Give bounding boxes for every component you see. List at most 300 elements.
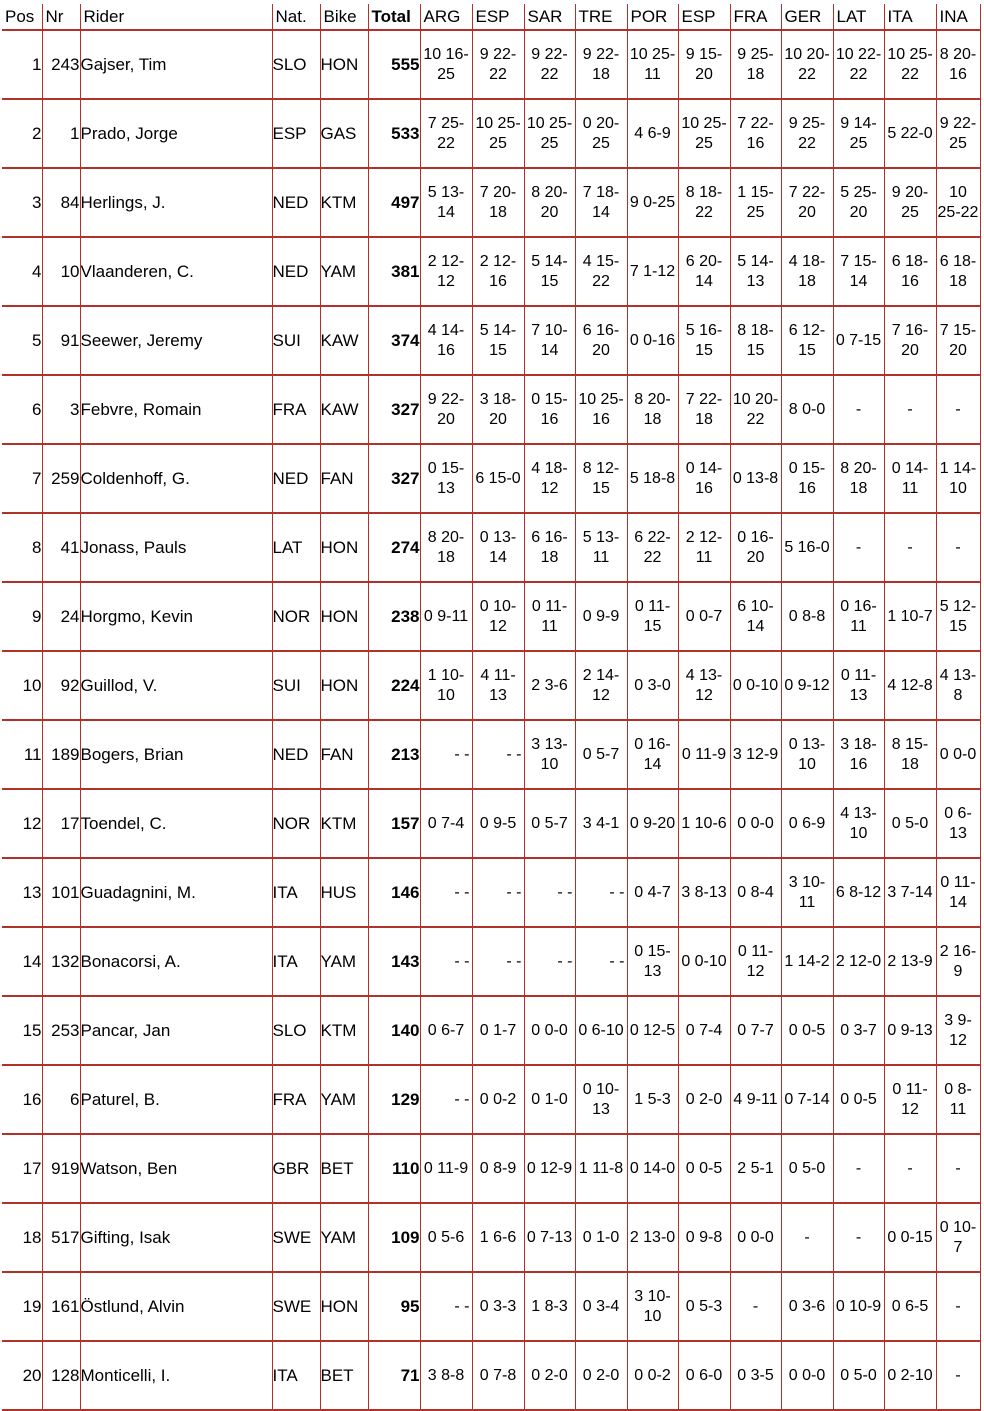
round-result-text: 8 20-18 — [427, 528, 465, 566]
cell-round-result — [472, 375, 524, 444]
cell-round-result — [730, 1272, 781, 1341]
cell-round-result — [420, 30, 472, 99]
cell-round-result — [833, 30, 884, 99]
cell-round-result — [936, 720, 980, 789]
round-result-text: 0 6-9 — [788, 814, 826, 832]
header-total: Total — [368, 4, 420, 30]
round-result-text: 0 0-2 — [479, 1090, 517, 1108]
round-result-text: 9 25-22 — [788, 114, 826, 152]
cell-round-result — [524, 1203, 575, 1272]
round-result-text: 0 12-5 — [629, 1021, 676, 1039]
cell-round-result — [730, 996, 781, 1065]
table-row — [2, 237, 980, 306]
round-result-text: 4 18-18 — [788, 252, 826, 290]
round-result-text: 0 5-3 — [685, 1297, 723, 1315]
cell-nr: 919 — [42, 1134, 80, 1203]
round-result-text: 0 7-14 — [784, 1090, 830, 1108]
cell-round-result — [833, 168, 884, 237]
round-result-text: 8 20-18 — [840, 459, 877, 497]
cell-round-result — [678, 513, 730, 582]
cell-round-result — [730, 1341, 781, 1410]
round-result-text: 0 20-25 — [582, 114, 620, 152]
round-result-text: 2 12-16 — [479, 252, 517, 290]
cell-round-result — [781, 720, 833, 789]
cell-total: 143 — [368, 927, 420, 996]
cell-round-result — [678, 30, 730, 99]
cell-round-result — [575, 306, 627, 375]
cell-round-result — [678, 237, 730, 306]
cell-round-result — [833, 306, 884, 375]
cell-round-result — [781, 858, 833, 927]
cell-round-result — [420, 789, 472, 858]
cell-round-result — [781, 1341, 833, 1410]
cell-pos: 14 — [2, 927, 42, 996]
round-result-text: 0 8-4 — [737, 883, 774, 901]
round-result-text: 3 18-16 — [840, 735, 877, 773]
cell-rider: Bogers, Brian — [80, 720, 272, 789]
cell-round-result — [936, 858, 980, 927]
cell-round-result — [420, 375, 472, 444]
cell-nat: NED — [272, 444, 320, 513]
cell-round-result — [524, 30, 575, 99]
table-row — [2, 1272, 980, 1341]
cell-round-result — [833, 582, 884, 651]
round-result-text: - — [855, 400, 862, 418]
cell-nr: 24 — [42, 582, 80, 651]
cell-round-result — [524, 168, 575, 237]
cell-round-result — [781, 375, 833, 444]
round-result-text: 3 12-9 — [732, 745, 779, 763]
cell-round-result — [781, 237, 833, 306]
round-result-text: 0 9-12 — [784, 676, 830, 694]
cell-round-result — [884, 789, 936, 858]
cell-pos: 12 — [2, 789, 42, 858]
round-result-text: 0 4-7 — [634, 883, 671, 901]
cell-round-result — [936, 1203, 980, 1272]
round-result-text: 3 13-10 — [531, 735, 568, 773]
cell-round-result — [730, 858, 781, 927]
round-result-text: - — [955, 1159, 961, 1177]
round-result-text: 0 11-9 — [423, 1159, 469, 1177]
cell-round-result — [420, 1134, 472, 1203]
cell-round-result — [936, 582, 980, 651]
round-result-text: 5 22-0 — [887, 124, 933, 142]
header-round: SAR — [524, 4, 575, 30]
round-result-text: 9 20-25 — [891, 183, 929, 221]
table-row — [2, 789, 980, 858]
cell-round-result — [627, 720, 678, 789]
table-row — [2, 858, 980, 927]
round-result-text: 0 14-11 — [891, 459, 929, 497]
round-result-text: - — [804, 1228, 810, 1246]
round-result-text: 9 0-25 — [629, 193, 676, 211]
cell-round-result — [524, 99, 575, 168]
cell-rider: Bonacorsi, A. — [80, 927, 272, 996]
cell-total: 327 — [368, 375, 420, 444]
cell-round-result — [420, 1203, 472, 1272]
cell-round-result — [730, 651, 781, 720]
cell-round-result — [833, 858, 884, 927]
cell-nr: 161 — [42, 1272, 80, 1341]
cell-round-result — [884, 996, 936, 1065]
round-result-text: 5 14-15 — [479, 321, 517, 359]
header-round: ESP — [678, 4, 730, 30]
cell-round-result — [575, 858, 627, 927]
cell-rider: Gifting, Isak — [80, 1203, 272, 1272]
round-result-text: 10 25-25 — [526, 114, 573, 152]
round-result-text: 3 8-8 — [427, 1366, 465, 1384]
round-result-text: 5 13-11 — [582, 528, 620, 566]
cell-round-result — [730, 513, 781, 582]
cell-round-result — [627, 237, 678, 306]
table-row — [2, 1203, 980, 1272]
cell-round-result — [884, 237, 936, 306]
round-result-text: 7 1-12 — [629, 262, 676, 280]
round-result-text: 8 20-16 — [939, 45, 977, 83]
cell-nr: 189 — [42, 720, 80, 789]
cell-round-result — [936, 168, 980, 237]
round-result-text: 6 16-18 — [531, 528, 568, 566]
round-result-text: 5 14-15 — [531, 252, 568, 290]
cell-round-result — [781, 30, 833, 99]
cell-round-result — [678, 99, 730, 168]
round-result-text: 0 8-8 — [788, 607, 826, 625]
header-round: ARG — [420, 4, 472, 30]
cell-pos: 11 — [2, 720, 42, 789]
round-result-text: 0 3-6 — [788, 1297, 826, 1315]
round-result-text: 5 13-14 — [427, 183, 465, 221]
round-result-text: 0 13-8 — [732, 469, 779, 487]
cell-round-result — [781, 927, 833, 996]
cell-round-result — [833, 1134, 884, 1203]
round-result-text: 6 18-18 — [939, 252, 977, 290]
round-result-text: 2 16-9 — [939, 942, 977, 980]
cell-round-result — [524, 1341, 575, 1410]
round-result-text: 3 10-11 — [788, 873, 826, 911]
round-result-text: 4 11-13 — [480, 666, 516, 704]
cell-nat: SUI — [272, 651, 320, 720]
cell-round-result — [884, 1065, 936, 1134]
cell-round-result — [472, 30, 524, 99]
cell-round-result — [730, 30, 781, 99]
cell-round-result — [936, 444, 980, 513]
cell-round-result — [627, 582, 678, 651]
cell-round-result — [627, 168, 678, 237]
round-result-text: 0 1-7 — [479, 1021, 517, 1039]
round-result-text: 4 13-8 — [939, 666, 977, 704]
cell-round-result — [884, 513, 936, 582]
cell-round-result — [575, 789, 627, 858]
round-result-text: 0 12-9 — [526, 1159, 573, 1177]
cell-round-result — [420, 99, 472, 168]
cell-total: 71 — [368, 1341, 420, 1410]
round-result-text: 0 3-7 — [840, 1021, 877, 1039]
round-result-text: 7 15-14 — [840, 252, 877, 290]
cell-round-result — [678, 1065, 730, 1134]
cell-round-result — [884, 375, 936, 444]
cell-round-result — [420, 927, 472, 996]
cell-round-result — [936, 927, 980, 996]
cell-round-result — [781, 1203, 833, 1272]
table-row — [2, 582, 980, 651]
cell-round-result — [781, 996, 833, 1065]
round-result-text: 4 9-11 — [733, 1090, 778, 1108]
round-result-text: 9 15-20 — [685, 45, 723, 83]
header-nr: Nr — [42, 4, 80, 30]
cell-round-result — [936, 1272, 980, 1341]
cell-bike: HUS — [320, 858, 368, 927]
cell-round-result — [575, 168, 627, 237]
cell-round-result — [781, 513, 833, 582]
cell-round-result — [781, 582, 833, 651]
cell-pos: 1 — [2, 30, 42, 99]
round-result-text: 10 20-22 — [732, 390, 779, 428]
cell-nat: NOR — [272, 789, 320, 858]
cell-round-result — [730, 1134, 781, 1203]
cell-round-result — [730, 1065, 781, 1134]
cell-round-result — [833, 1341, 884, 1410]
round-result-text: 2 12-0 — [835, 952, 882, 970]
cell-bike: HON — [320, 651, 368, 720]
cell-round-result — [730, 237, 781, 306]
cell-round-result — [936, 1134, 980, 1203]
cell-round-result — [627, 996, 678, 1065]
cell-pos: 4 — [2, 237, 42, 306]
cell-round-result — [730, 789, 781, 858]
cell-nr: 1 — [42, 99, 80, 168]
cell-nat: FRA — [272, 1065, 320, 1134]
round-result-text: - - — [609, 883, 625, 901]
cell-round-result — [420, 1341, 472, 1410]
cell-round-result — [936, 30, 980, 99]
cell-nat: GBR — [272, 1134, 320, 1203]
cell-round-result — [524, 1065, 575, 1134]
cell-round-result — [472, 582, 524, 651]
round-result-text: 7 22-16 — [737, 114, 774, 152]
cell-round-result — [420, 720, 472, 789]
cell-round-result — [627, 306, 678, 375]
cell-round-result — [678, 1341, 730, 1410]
round-result-text: 5 16-15 — [685, 321, 723, 359]
cell-round-result — [678, 306, 730, 375]
round-result-text: 0 7-15 — [835, 331, 882, 349]
cell-round-result — [627, 651, 678, 720]
round-result-text: - - — [557, 883, 573, 901]
cell-round-result — [936, 375, 980, 444]
cell-round-result — [884, 1341, 936, 1410]
cell-pos: 6 — [2, 375, 42, 444]
cell-pos: 17 — [2, 1134, 42, 1203]
round-result-text: - - — [609, 952, 625, 970]
round-result-text: - — [752, 1297, 759, 1315]
round-result-text: 7 16-20 — [891, 321, 929, 359]
round-result-text: 0 6-0 — [685, 1366, 723, 1384]
table-body — [2, 30, 980, 1410]
header-round: ITA — [884, 4, 936, 30]
cell-round-result — [472, 1341, 524, 1410]
cell-nr: 101 — [42, 858, 80, 927]
round-result-text: 0 5-7 — [582, 745, 620, 763]
cell-round-result — [781, 306, 833, 375]
cell-round-result — [730, 927, 781, 996]
round-result-text: - — [955, 1366, 961, 1384]
round-result-text: 10 25-25 — [475, 114, 521, 152]
round-result-text: 0 8-9 — [479, 1159, 517, 1177]
header-nat: Nat. — [272, 4, 320, 30]
cell-bike: HON — [320, 1272, 368, 1341]
cell-round-result — [884, 306, 936, 375]
round-result-text: 0 5-7 — [531, 814, 568, 832]
cell-pos: 3 — [2, 168, 42, 237]
table-row — [2, 306, 980, 375]
cell-total: 146 — [368, 858, 420, 927]
round-result-text: - - — [454, 745, 470, 763]
cell-round-result — [472, 444, 524, 513]
cell-nat: ITA — [272, 927, 320, 996]
cell-nr: 91 — [42, 306, 80, 375]
cell-round-result — [730, 720, 781, 789]
round-result-text: 0 3-5 — [737, 1366, 774, 1384]
cell-round-result — [936, 1065, 980, 1134]
cell-bike: YAM — [320, 1203, 368, 1272]
standings-table — [2, 4, 981, 1411]
round-result-text: 0 3-3 — [479, 1297, 517, 1315]
cell-round-result — [575, 30, 627, 99]
table-header — [2, 4, 980, 30]
cell-round-result — [884, 582, 936, 651]
cell-round-result — [420, 582, 472, 651]
cell-round-result — [472, 237, 524, 306]
round-result-text: - - — [454, 1297, 470, 1315]
round-result-text: 0 3-4 — [582, 1297, 620, 1315]
cell-bike: YAM — [320, 237, 368, 306]
round-result-text: 0 10-12 — [479, 597, 517, 635]
round-result-text: 9 22-22 — [479, 45, 517, 83]
round-result-text: 0 11-12 — [892, 1080, 928, 1118]
round-result-text: 0 0-10 — [681, 952, 727, 970]
cell-round-result — [833, 927, 884, 996]
cell-round-result — [627, 1065, 678, 1134]
round-result-text: 0 0-2 — [634, 1366, 671, 1384]
cell-round-result — [833, 513, 884, 582]
cell-nr: 253 — [42, 996, 80, 1065]
cell-round-result — [472, 306, 524, 375]
round-result-text: 6 20-14 — [685, 252, 723, 290]
cell-nr: 17 — [42, 789, 80, 858]
round-result-text: 1 14-10 — [939, 459, 977, 497]
cell-round-result — [575, 1134, 627, 1203]
cell-round-result — [781, 444, 833, 513]
round-result-text: - — [907, 400, 913, 418]
round-result-text: 2 5-1 — [737, 1159, 774, 1177]
round-result-text: 4 14-16 — [427, 321, 465, 359]
round-result-text: - - — [506, 883, 522, 901]
cell-round-result — [575, 582, 627, 651]
cell-nat: FRA — [272, 375, 320, 444]
cell-round-result — [575, 1341, 627, 1410]
cell-round-result — [575, 375, 627, 444]
round-result-text: 0 5-0 — [840, 1366, 877, 1384]
cell-rider: Östlund, Alvin — [80, 1272, 272, 1341]
cell-total: 157 — [368, 789, 420, 858]
round-result-text: 10 22-22 — [835, 45, 882, 83]
round-result-text: 7 22-20 — [788, 183, 826, 221]
cell-round-result — [575, 651, 627, 720]
table-row — [2, 720, 980, 789]
cell-pos: 2 — [2, 99, 42, 168]
cell-pos: 20 — [2, 1341, 42, 1410]
cell-round-result — [781, 1134, 833, 1203]
cell-pos: 7 — [2, 444, 42, 513]
cell-round-result — [884, 720, 936, 789]
round-result-text: 0 3-0 — [634, 676, 671, 694]
cell-nat: SWE — [272, 1203, 320, 1272]
cell-round-result — [472, 858, 524, 927]
cell-round-result — [678, 582, 730, 651]
round-result-text: 7 18-14 — [582, 183, 620, 221]
round-result-text: 5 25-20 — [840, 183, 877, 221]
cell-round-result — [575, 99, 627, 168]
cell-total: 533 — [368, 99, 420, 168]
cell-round-result — [781, 1272, 833, 1341]
round-result-text: 2 13-9 — [887, 952, 933, 970]
cell-round-result — [833, 651, 884, 720]
round-result-text: 5 18-8 — [629, 469, 676, 487]
cell-round-result — [678, 996, 730, 1065]
round-result-text: 0 16-11 — [840, 597, 877, 635]
table-row — [2, 99, 980, 168]
round-result-text: 9 22-18 — [582, 45, 620, 83]
cell-round-result — [627, 1203, 678, 1272]
round-result-text: 0 7-13 — [526, 1228, 573, 1246]
cell-round-result — [678, 651, 730, 720]
cell-round-result — [884, 651, 936, 720]
cell-nr: 517 — [42, 1203, 80, 1272]
round-result-text: 0 9-9 — [582, 607, 620, 625]
cell-nr: 6 — [42, 1065, 80, 1134]
round-result-text: 9 25-18 — [737, 45, 774, 83]
round-result-text: 0 9-11 — [423, 607, 469, 625]
cell-round-result — [420, 237, 472, 306]
cell-rider: Prado, Jorge — [80, 99, 272, 168]
round-result-text: 0 14-0 — [629, 1159, 676, 1177]
cell-bike: BET — [320, 1134, 368, 1203]
cell-round-result — [627, 513, 678, 582]
cell-round-result — [678, 444, 730, 513]
round-result-text: 0 0-5 — [685, 1159, 723, 1177]
cell-rider: Gajser, Tim — [80, 30, 272, 99]
cell-round-result — [575, 1065, 627, 1134]
cell-bike: KAW — [320, 306, 368, 375]
round-result-text: 0 0-10 — [732, 676, 779, 694]
round-result-text: 0 9-13 — [887, 1021, 933, 1039]
cell-round-result — [678, 720, 730, 789]
round-result-text: 8 12-15 — [582, 459, 620, 497]
round-result-text: 0 2-0 — [685, 1090, 723, 1108]
round-result-text: - - — [454, 883, 470, 901]
cell-round-result — [730, 306, 781, 375]
cell-round-result — [781, 99, 833, 168]
cell-nat: LAT — [272, 513, 320, 582]
cell-round-result — [627, 1272, 678, 1341]
cell-round-result — [524, 237, 575, 306]
cell-round-result — [524, 927, 575, 996]
round-result-text: 4 18-12 — [531, 459, 568, 497]
cell-rider: Guadagnini, M. — [80, 858, 272, 927]
cell-total: 95 — [368, 1272, 420, 1341]
round-result-text: 0 7-4 — [427, 814, 465, 832]
cell-nr: 41 — [42, 513, 80, 582]
